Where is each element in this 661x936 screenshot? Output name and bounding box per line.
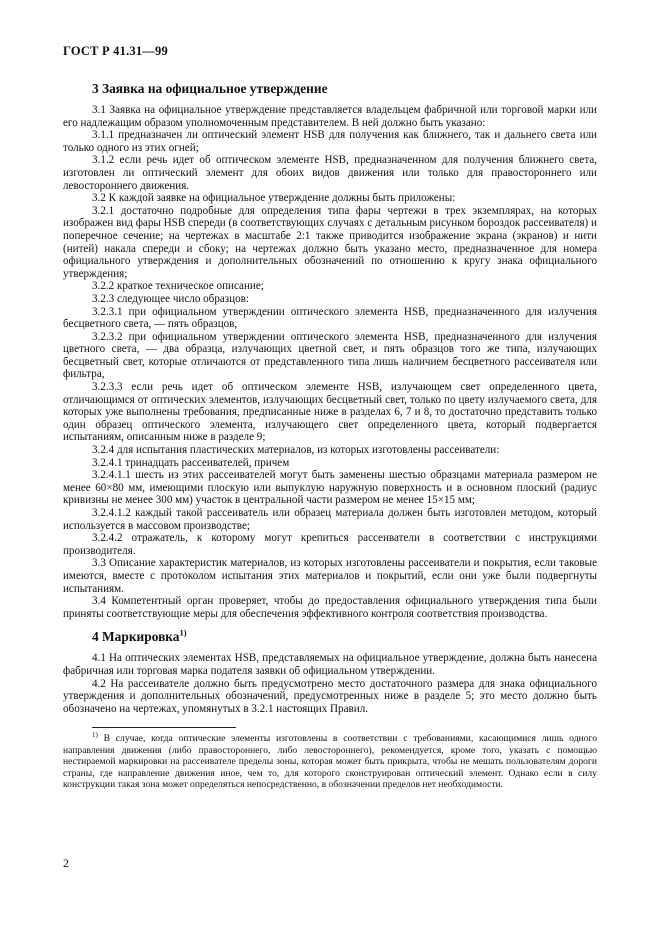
paragraph-3-2: 3.2 К каждой заявке на официальное утверждение должны быть приложены: <box>92 192 456 205</box>
document-code-header: ГОСТ Р 41.31—99 <box>63 44 168 58</box>
paragraph-3-2-4-2: 3.2.4.2 отражатель, к которому могут крепиться рассеиватели в соответствии с инструкциями производителя. <box>63 532 597 557</box>
paragraph-3-2-3-3: 3.2.3.3 если речь идет об оптическом элементе HSB, излучающем свет определенного цвета, отличающимся от оптических элементов, излучающих бесцветный свет, только по цвету излучаемого света, для которых уже выполнены требования, предписанные ниже в разделах 6, 7 и 8, то достаточно представить только один образец оптического элемента, излучающего свет определенного цвета, который подвергается испытаниям, описанным ниже в разделе 9; <box>63 381 597 444</box>
footnote-text: В случае, когда оптические элементы изготовлены в соответствии с требованиями, касающимися лишь одного направления движения (либо правостороннего, либо левостороннего), рекомендуется, кроме того, указать с помощью нестираемой маркировки на рассеивателе пределы зоны, которая может быть прикрыта, чтобы не мешать пользователям дороги страны, где направление движения иное, чем то, для которого сконструирован оптический элемент. Однако если в силу конструкции такая зона может определяться непосредственно, в обозначении пределов нет необходимости. <box>63 733 597 790</box>
footnote-reference: 1) <box>179 627 187 638</box>
paragraph-3-2-2: 3.2.2 краткое техническое описание; <box>92 280 264 293</box>
paragraph-3-2-4-1-1: 3.2.4.1.1 шесть из этих рассеивателей могут быть заменены шестью образцами материала размером не менее 60×80 мм, имеющими плоскую или выпуклую наружную поверхность и в основном плоский (радиус кривизны не менее 300 мм) участок в центральной части размером не менее 15×15 мм; <box>63 469 597 507</box>
page-body <box>63 76 597 790</box>
paragraph-3-2-4-1: 3.2.4.1 тринадцать рассеивателей, причем <box>92 456 290 469</box>
paragraph-3-2-4: 3.2.4 для испытания пластических материалов, из которых изготовлены рассеиватели: <box>92 444 500 457</box>
paragraph-3-1-1: 3.1.1 предназначен ли оптический элемент HSB для получения как ближнего, так и дальнего света или только одного из этих огней; <box>63 129 597 154</box>
section-4-title: 4 Маркировка <box>92 629 180 645</box>
paragraph-3-2-1: 3.2.1 достаточно подробные для определения типа фары чертежи в трех экземплярах, на которых изображен вид фары HSB спереди (в соответствующих случаях с детальным рисунком бороздок рассеивателя) и поперечное сечение; на чертежах в масштабе 2:1 также приводится изображение экрана (экранов) и нити (нитей) накала спереди и сбоку; на чертежах должно быть указано место, предназначенное для номера официального утверждения и дополнительных обозначений по отношению к кругу знака официального утверждения; <box>63 204 597 280</box>
paragraph-3-2-3: 3.2.3 следующее число образцов: <box>92 292 249 305</box>
section-4-heading <box>92 628 597 645</box>
footnote-mark: 1) <box>92 731 98 740</box>
paragraph-3-2-4-1-2: 3.2.4.1.2 каждый такой рассеиватель или образец материала должен быть изготовлен методом, который используется в массовом производстве; <box>63 507 597 532</box>
paragraph-3-2-3-2: 3.2.3.2 при официальном утверждении оптического элемента HSB, предназначенного для излучения цветного света, — два образца, излучающих цветной свет, и пять образцов того же типа, излучающих бесцветный свет, которые отличаются от представленного типа лишь наличием бесцветного рассеивателя или фильтра, <box>63 330 597 381</box>
paragraph-3-2-3-1: 3.2.3.1 при официальном утверждении оптического элемента HSB, предназначенного для излучения бесцветного света, — пять образцов, <box>63 305 597 331</box>
paragraph-3-1: 3.1 Заявка на официальное утверждение представляется владельцем фабричной или торговой марки или его надлежащим образом уполномоченным представителем. В ней должно быть указано: <box>63 104 597 129</box>
paragraph-4-1: 4.1 На оптических элементах HSB, представляемых на официальное утверждение, должна быть нанесена фабричная или торговая марка подателя заявки об официальном утверждении. <box>63 652 597 677</box>
paragraph-3-3: 3.3 Описание характеристик материалов, из которых изготовлены рассеиватели и покрытия, если таковые имеются, вместе с протоколом испытания этих материалов и покрытий, если они уже были подвергнуты испытаниям. <box>63 557 597 595</box>
paragraph-3-4: 3.4 Компетентный орган проверяет, чтобы до предоставления официального утверждения типа были приняты соответствующие меры для обеспечения эффективного контроля соответствия производства. <box>63 595 597 620</box>
page-number: 2 <box>63 856 69 870</box>
paragraph-3-1-2: 3.1.2 если речь идет об оптическом элементе HSB, предназначенном для получения ближнего света, изготовлен ли оптический элемент для обоих видов движения или только для правостороннего или левостороннего движения. <box>63 154 597 192</box>
paragraph-4-2: 4.2 На рассеивателе должно быть предусмотрено место достаточного размера для знака официального утверждения и дополнительных обозначений, предусмотренных ниже в разделе 5; это место должно быть обозначено на чертежах, упомянутых в 3.2.1 настоящих Правил. <box>63 677 597 715</box>
footnote <box>63 733 597 790</box>
section-3-heading: 3 Заявка на официальное утверждение <box>92 81 328 96</box>
footnote-divider <box>92 727 236 728</box>
